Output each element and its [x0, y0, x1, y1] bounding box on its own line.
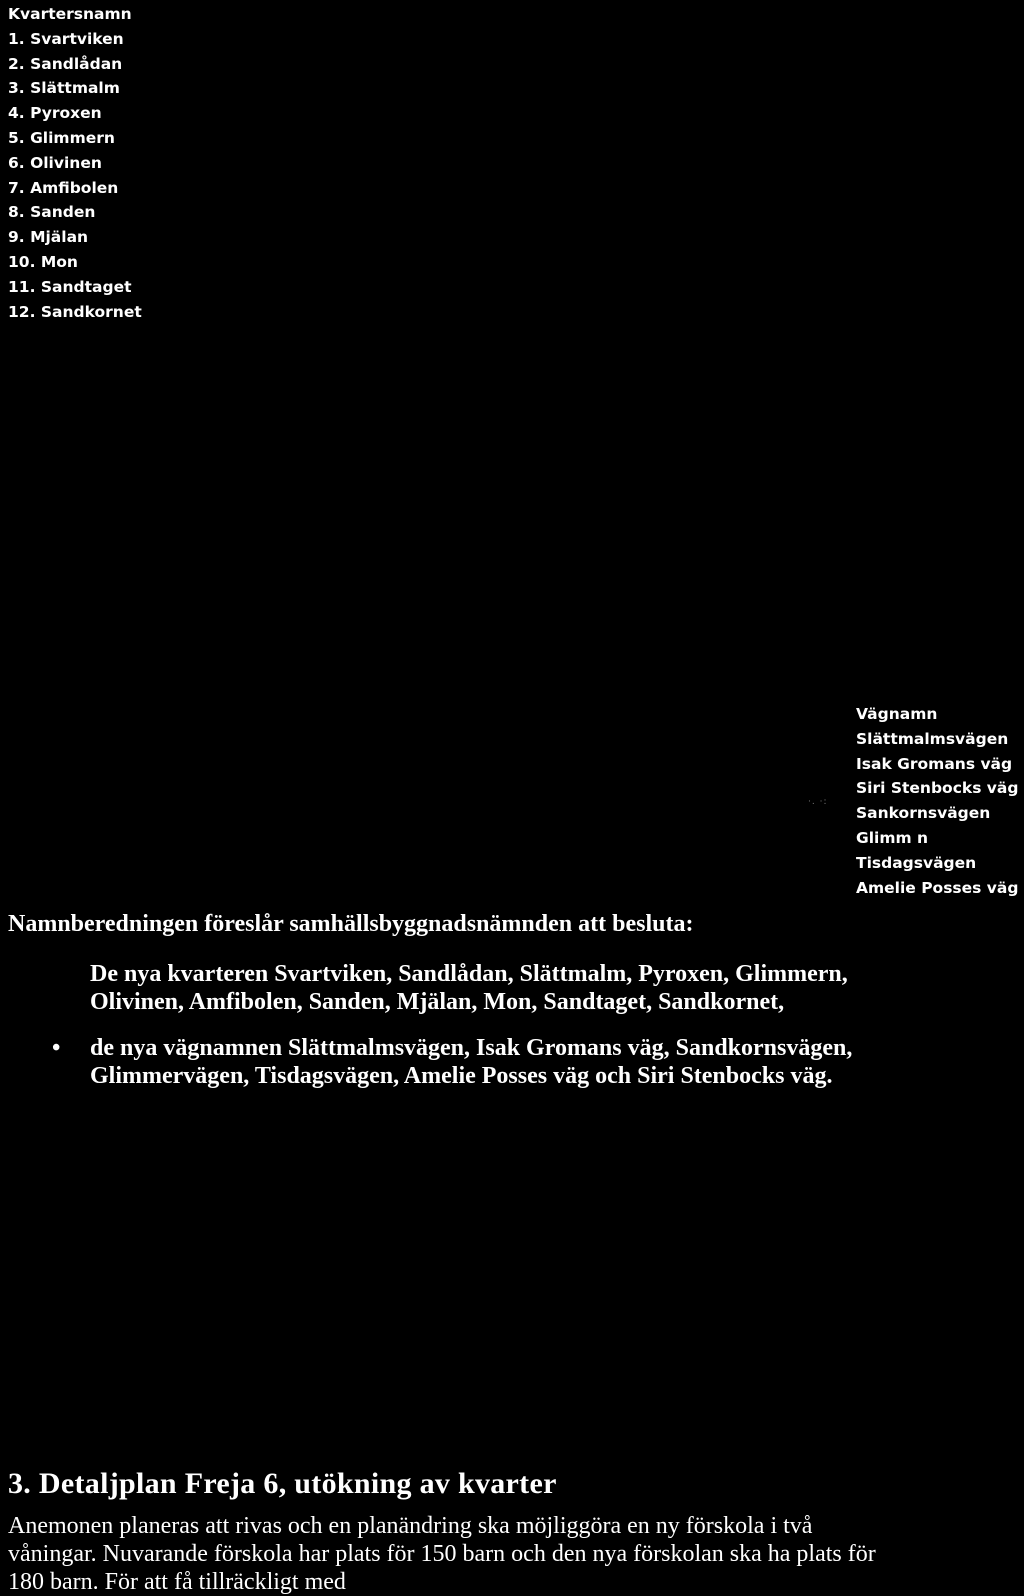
kvartersnamn-title: Kvartersnamn: [8, 5, 132, 23]
kvarter-item: 7. Amfibolen: [8, 178, 119, 197]
vagnamn-title: Vägnamn: [856, 705, 938, 723]
bullet-icon: •: [52, 1035, 61, 1061]
kvarter-item: 11. Sandtaget: [8, 277, 132, 296]
kvarter-item: 2. Sandlådan: [8, 54, 123, 73]
vag-item: Glimm n: [856, 828, 929, 847]
decision-item-kvarter: [90, 960, 880, 1016]
decision-list: [52, 960, 880, 1108]
vag-item: Siri Stenbocks väg: [856, 779, 1019, 798]
decision-heading: Namnberedningen föreslår samhällsbyggnadsnämnden att besluta:: [8, 911, 694, 937]
map-tick-marks: ·. ·:: [808, 797, 828, 807]
decision-item-text: De nya kvarteren Svartviken, Sandlådan, Slättmalm, Pyroxen, Glimmern, Olivinen, Amfibolen, Sanden, Mjälan, Mon, Sandtaget, Sandkornet,: [90, 961, 848, 1015]
section-body: Anemonen planeras att rivas och en planändring ska möjliggöra en ny förskola i två våningar. Nuvarande förskola har plats för 150 barn och den nya förskolan ska ha plats för 180 barn. För att få tillräckligt med: [8, 1513, 876, 1595]
kvarter-item: 5. Glimmern: [8, 128, 115, 147]
kvarter-item: 8. Sanden: [8, 203, 96, 222]
vag-item: Tisdagsvägen: [856, 853, 977, 872]
kvarter-item: 6. Olivinen: [8, 153, 102, 172]
kvarter-item: 3. Slättmalm: [8, 79, 120, 98]
decision-item-vagnamn: [52, 1034, 880, 1090]
kvarter-item: 10. Mon: [8, 252, 78, 271]
kvartersnamn-legend: [8, 2, 142, 324]
kvarter-item: 1. Svartviken: [8, 29, 124, 48]
decision-item-text: de nya vägnamnen Slättmalmsvägen, Isak Gromans väg, Sandkornsvägen, Glimmervägen, Tisdagsvägen, Amelie Posses väg och Siri Stenbocks väg.: [90, 1035, 853, 1089]
vag-item: Slättmalmsvägen: [856, 729, 1009, 748]
kvarter-item: 4. Pyroxen: [8, 104, 102, 123]
section-heading: 3. Detaljplan Freja 6, utökning av kvarter: [8, 1467, 557, 1500]
vag-item: Isak Gromans väg: [856, 754, 1013, 773]
kvarter-item: 12. Sandkornet: [8, 302, 142, 321]
kvarter-item: 9. Mjälan: [8, 228, 89, 247]
vag-item: Amelie Posses väg: [856, 878, 1019, 897]
vag-item: Sankornsvägen: [856, 804, 991, 823]
vagnamn-legend: [856, 702, 1018, 900]
